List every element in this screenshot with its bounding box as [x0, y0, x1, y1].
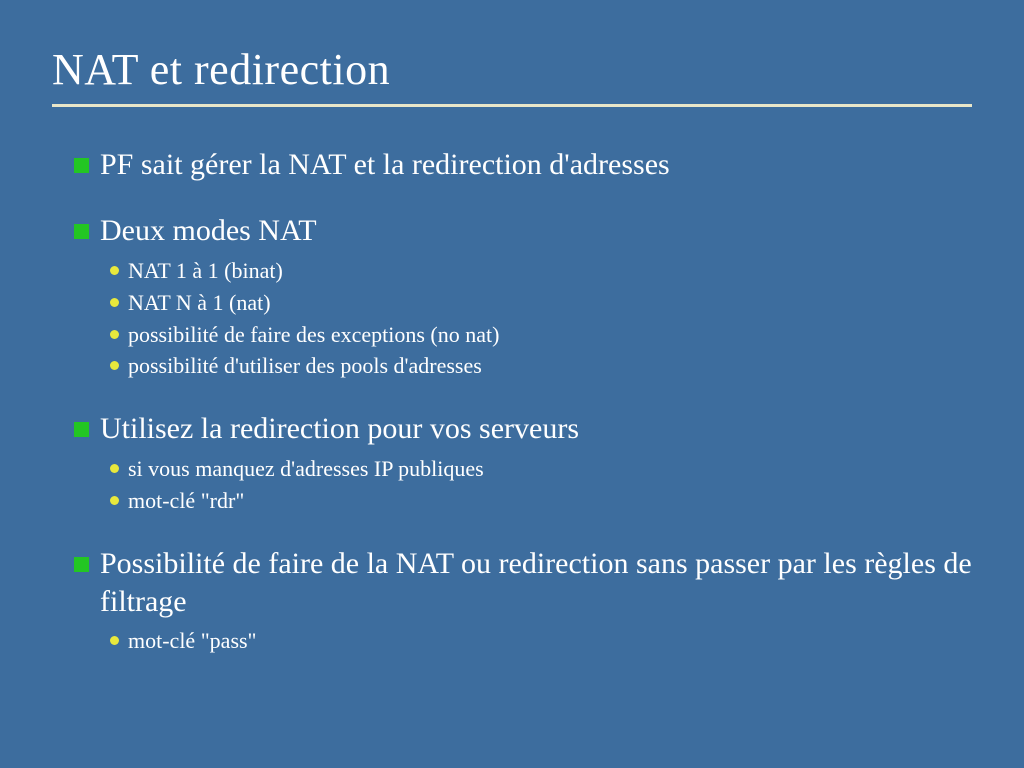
bullet-level2 — [110, 625, 974, 657]
bullet-level2 — [110, 350, 974, 382]
bullet-block — [74, 146, 974, 184]
bullet-level2-label: NAT N à 1 (nat) — [128, 289, 271, 315]
dot-bullet-icon — [110, 361, 119, 370]
bullet-block — [74, 410, 974, 516]
slide-body — [74, 146, 974, 657]
bullet-block — [74, 212, 974, 382]
bullet-block — [74, 545, 974, 658]
bullet-level1-label: Deux modes NAT — [100, 214, 317, 248]
dot-bullet-icon — [110, 496, 119, 505]
bullet-level2 — [110, 485, 974, 517]
bullet-level1 — [74, 545, 974, 622]
square-bullet-icon — [74, 422, 89, 437]
square-bullet-icon — [74, 557, 89, 572]
bullet-level2 — [110, 319, 974, 351]
bullet-level2-label: possibilité de faire des exceptions (no nat) — [128, 321, 500, 347]
bullet-level1-label: Possibilité de faire de la NAT ou redirection sans passer par les règles de filtrage — [100, 546, 972, 618]
bullet-level2 — [110, 255, 974, 287]
bullet-level1 — [74, 212, 974, 250]
sub-bullet-list — [74, 255, 974, 383]
bullet-level2-label: possibilité d'utiliser des pools d'adresses — [128, 353, 482, 379]
bullet-level2-label: mot-clé "rdr" — [128, 487, 245, 513]
bullet-level1 — [74, 146, 974, 184]
bullet-level2-label: mot-clé "pass" — [128, 628, 257, 654]
dot-bullet-icon — [110, 266, 119, 275]
bullet-level1-label: Utilisez la redirection pour vos serveurs — [100, 412, 580, 446]
dot-bullet-icon — [110, 330, 119, 339]
bullet-level1 — [74, 410, 974, 448]
bullet-level2-label: si vous manquez d'adresses IP publiques — [128, 455, 484, 481]
bullet-level1-label: PF sait gérer la NAT et la redirection d'adresses — [100, 148, 670, 181]
dot-bullet-icon — [110, 464, 119, 473]
square-bullet-icon — [74, 224, 89, 239]
dot-bullet-icon — [110, 636, 119, 645]
bullet-level2 — [110, 453, 974, 485]
bullet-level2 — [110, 287, 974, 319]
bullet-level2-label: NAT 1 à 1 (binat) — [128, 257, 283, 283]
square-bullet-icon — [74, 158, 89, 173]
dot-bullet-icon — [110, 298, 119, 307]
sub-bullet-list — [74, 453, 974, 517]
page-title: NAT et redirection — [52, 45, 391, 94]
sub-bullet-list — [74, 625, 974, 657]
title-divider — [52, 104, 972, 107]
